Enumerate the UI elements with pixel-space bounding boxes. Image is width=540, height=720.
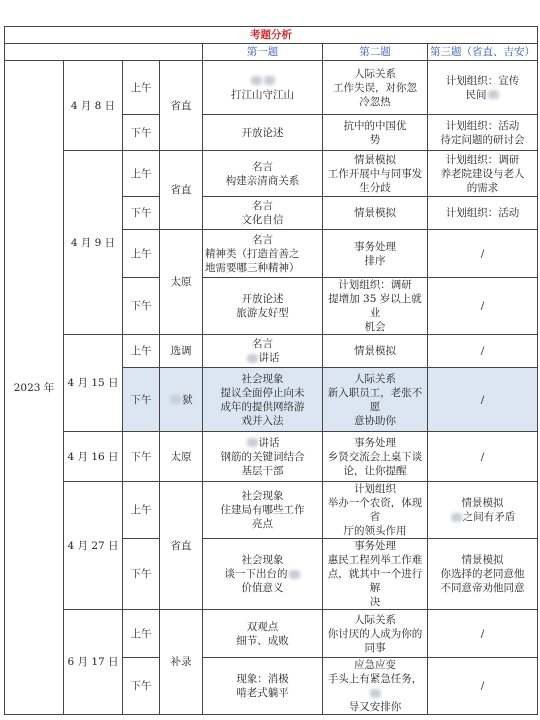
q3-cell: 情景模拟 你选择的老同意他 不同意帝劝他同意 — [428, 539, 538, 610]
q3-cell: / — [428, 335, 538, 368]
redacted-blur — [264, 76, 275, 85]
session-cell: 下午 — [123, 432, 160, 482]
q3-cell: / — [428, 368, 538, 432]
q1-cell: 名言 构建亲清商关系 — [203, 151, 323, 197]
redacted-blur — [488, 90, 499, 99]
q1-cell: 开放论述 — [203, 115, 323, 151]
session-cell: 上午 — [123, 151, 160, 197]
exam-analysis-page — [4, 26, 538, 715]
q2-cell: 应急应变 手头上有紧急任务， 导又安排你 — [323, 658, 428, 715]
q1-cell: 讲话 钢筋的关键词结合 基层干部 — [203, 432, 323, 482]
redacted-blur — [251, 76, 262, 85]
session-cell: 下午 — [123, 368, 160, 432]
q3-cell: 计划组织：宣传 民间 — [428, 61, 538, 115]
region-cell: 选调 — [160, 335, 203, 368]
session-cell: 上午 — [123, 230, 160, 278]
q3-cell: 计划组织：活动 待定问题的研讨会 — [428, 115, 538, 151]
title-row — [5, 27, 538, 44]
session-cell: 下午 — [123, 539, 160, 610]
session-cell: 下午 — [123, 197, 160, 230]
redacted-blur — [370, 689, 381, 698]
session-cell: 下午 — [123, 115, 160, 151]
q3-cell: / — [428, 432, 538, 482]
date-cell: 4 月 16 日 — [64, 432, 123, 482]
redacted-blur — [289, 570, 300, 579]
table-row — [5, 610, 538, 658]
table-row — [5, 151, 538, 197]
date-cell: 4 月 27 日 — [64, 482, 123, 610]
exam-analysis-table — [4, 26, 538, 715]
q1-cell: 打江山守江山 — [203, 61, 323, 115]
q1-cell: 社会现象 住建局有哪些工作 亮点 — [203, 482, 323, 539]
q2-cell: 计划组织：调研 提增加 35 岁以上就业 机会 — [323, 278, 428, 335]
q2-cell: 情景模拟 工作开展中与同事发 生分歧 — [323, 151, 428, 197]
redacted-blur — [451, 513, 462, 522]
region-cell: 狱 — [160, 368, 203, 432]
q3-cell: 计划组织：活动 — [428, 197, 538, 230]
q1-cell: 现象：消极 啃老式躺平 — [203, 658, 323, 715]
q2-cell: 情景模拟 — [323, 197, 428, 230]
q2-cell: 事务处理 乡贤交流会上桌下谈 论，让你提醒 — [323, 432, 428, 482]
region-cell: 省直 — [160, 482, 203, 610]
header-q1: 第一题 — [203, 44, 323, 61]
redacted-blur — [247, 438, 258, 447]
redacted-blur — [247, 354, 258, 363]
q1-cell: 社会现象 提议全面停止向未 成年的提供网络游 戏并入法 — [203, 368, 323, 432]
q2-cell: 情景模拟 — [323, 335, 428, 368]
table-row — [5, 482, 538, 539]
q3-cell: / — [428, 230, 538, 278]
q1-cell: 双观点 细节、成败 — [203, 610, 323, 658]
region-cell: 太原 — [160, 432, 203, 482]
redacted-blur — [170, 395, 181, 404]
q1-cell: 名言 文化自信 — [203, 197, 323, 230]
header-blank — [5, 44, 203, 61]
session-cell: 上午 — [123, 482, 160, 539]
date-cell: 4 月 15 日 — [64, 335, 123, 432]
session-cell: 上午 — [123, 610, 160, 658]
header-q3: 第三题（省直、吉安） — [428, 44, 538, 61]
q3-cell: / — [428, 658, 538, 715]
table-row — [5, 432, 538, 482]
session-cell: 下午 — [123, 658, 160, 715]
q2-cell: 抗中的中国优 势 — [323, 115, 428, 151]
date-cell: 4 月 9 日 — [64, 151, 123, 335]
region-cell: 补录 — [160, 610, 203, 715]
header-row — [5, 44, 538, 61]
q2-cell: 计划组织 举办一个农资，体现省 厅的领头作用 — [323, 482, 428, 539]
session-cell: 上午 — [123, 61, 160, 115]
q3-cell: / — [428, 278, 538, 335]
header-q2: 第二题 — [323, 44, 428, 61]
date-cell: 4 月 8 日 — [64, 61, 123, 151]
q2-cell: 事务处理 排序 — [323, 230, 428, 278]
session-cell: 下午 — [123, 278, 160, 335]
q2-cell: 事务处理 惠民工程列举工作难 点，就其中一个进行解 决 — [323, 539, 428, 610]
q2-cell: 人际关系 新入职员工，老张不愿 意协助你 — [323, 368, 428, 432]
table-row — [5, 61, 538, 115]
region-cell: 省直 — [160, 151, 203, 230]
q3-cell: 情景模拟 之间有矛盾 — [428, 482, 538, 539]
q2-cell: 人际关系 你讨厌的人成为你的 同事 — [323, 610, 428, 658]
year-cell: 2023 年 — [5, 61, 64, 715]
q3-cell: 计划组织：调研 养老院建设与老人 的需求 — [428, 151, 538, 197]
table-row — [5, 335, 538, 368]
date-cell: 6 月 17 日 — [64, 610, 123, 715]
region-cell: 太原 — [160, 230, 203, 335]
table-title: 考题分析 — [5, 27, 538, 44]
q1-cell: 名言 讲话 — [203, 335, 323, 368]
q1-cell: 社会现象 谈一下出台的 价值意义 — [203, 539, 323, 610]
q1-cell: 名言 精神类（打造首善之 地需要哪三种精神） — [203, 230, 323, 278]
region-cell: 省直 — [160, 61, 203, 151]
q1-cell: 开放论述 旅游友好型 — [203, 278, 323, 335]
q2-cell: 人际关系 工作失误，对你忽 冷忽热 — [323, 61, 428, 115]
q3-cell: / — [428, 610, 538, 658]
session-cell: 上午 — [123, 335, 160, 368]
